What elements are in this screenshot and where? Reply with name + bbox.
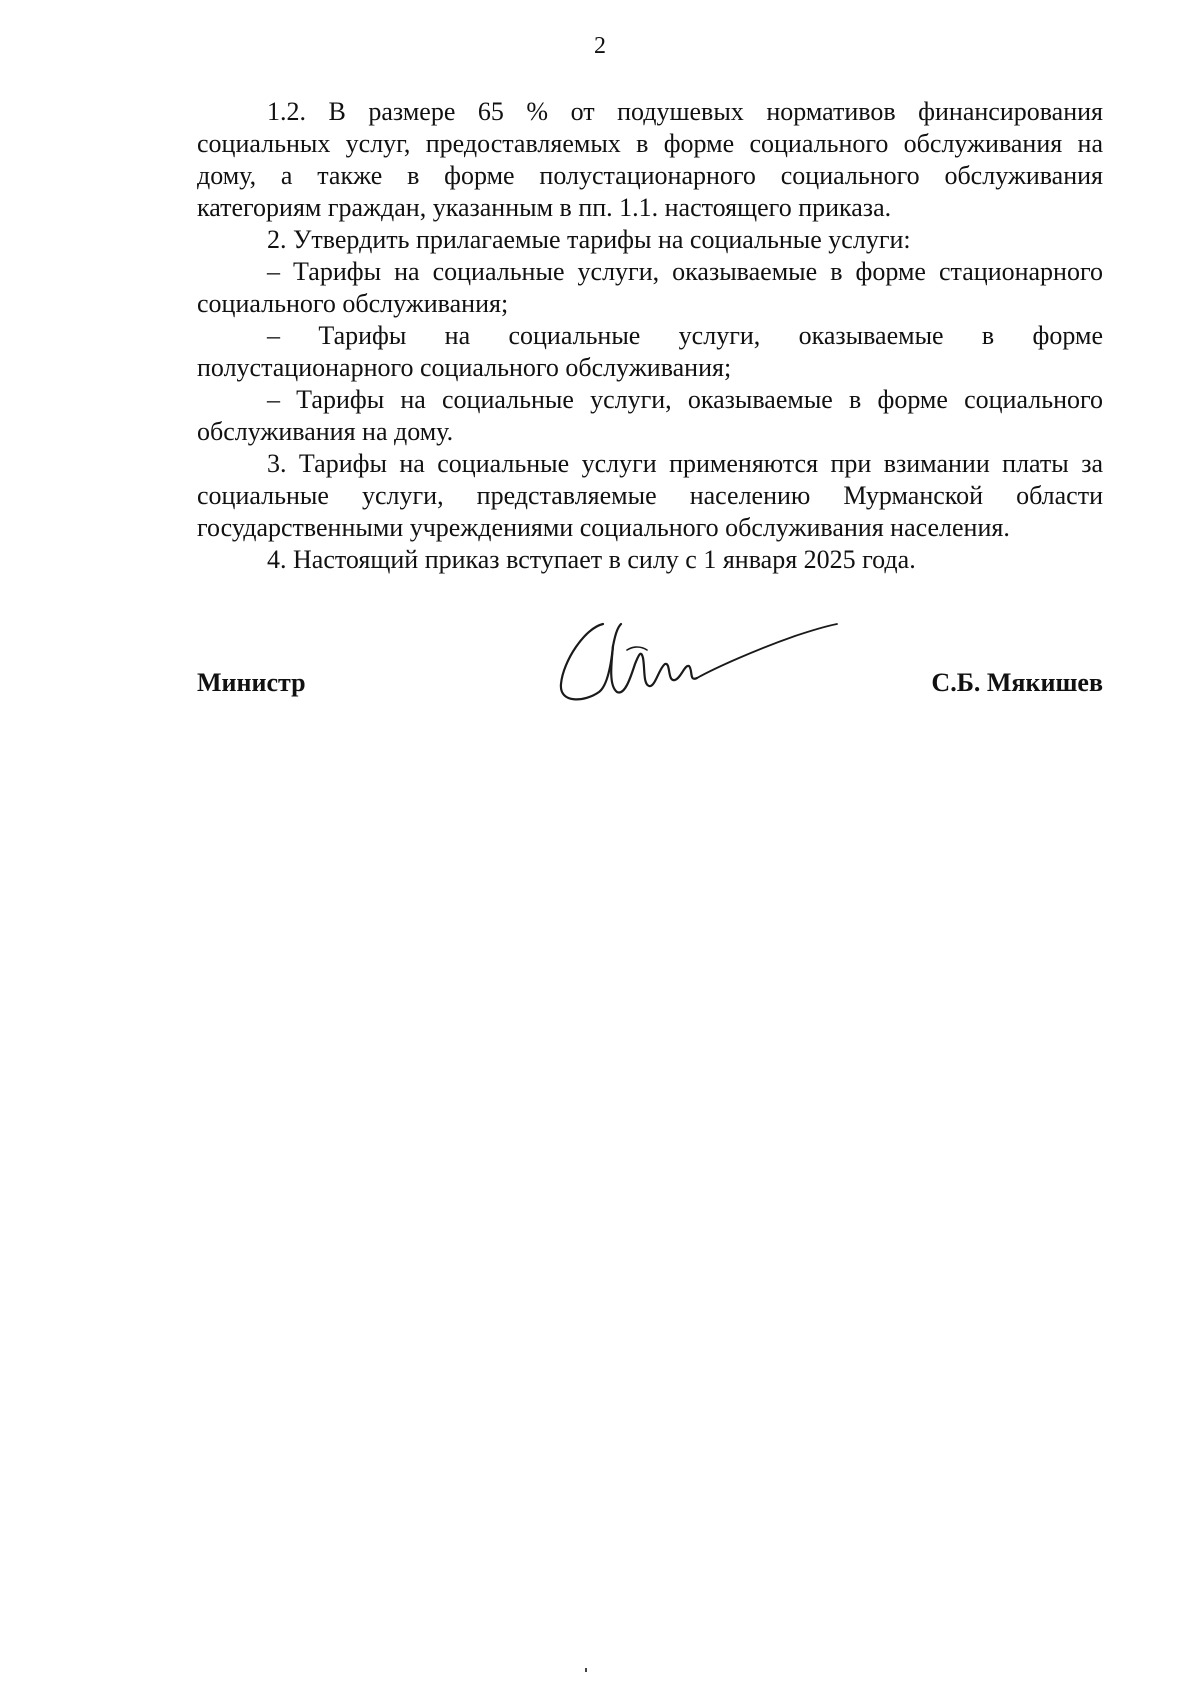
paragraph-2: 2. Утвердить прилагаемые тарифы на социальные услуги: bbox=[267, 225, 911, 254]
paragraph-tariff-semistationary: – Тарифы на социальные услуги, оказываемые в форме полустационарного социального обслуживания; bbox=[197, 321, 1103, 382]
scan-artifact bbox=[585, 1668, 587, 1672]
signatory-position: Министр bbox=[197, 668, 306, 697]
paragraph-4: 4. Настоящий приказ вступает в силу с 1 января 2025 года. bbox=[267, 545, 916, 574]
paragraph-3: 3. Тарифы на социальные услуги применяются при взимании платы за социальные услуги, представляемые населению Мурманской области государственными учреждениями социального обслуживания населения. bbox=[197, 449, 1103, 542]
document-body bbox=[197, 96, 1103, 576]
signatory-name: С.Б. Мякишев bbox=[931, 668, 1103, 697]
signature-block bbox=[197, 668, 1103, 708]
page-number: 2 bbox=[594, 33, 606, 59]
paragraph-1-2: 1.2. В размере 65 % от подушевых нормативов финансирования социальных услуг, предоставляемых в форме социального обслуживания на дому, а также в форме полустационарного социального обслуживания категориям граждан, указанным в пп. 1.1. настоящего приказа. bbox=[197, 97, 1103, 222]
paragraph-tariff-stationary: – Тарифы на социальные услуги, оказываемые в форме стационарного социального обслуживания; bbox=[197, 257, 1103, 318]
paragraph-tariff-home: – Тарифы на социальные услуги, оказываемые в форме социального обслуживания на дому. bbox=[197, 385, 1103, 446]
